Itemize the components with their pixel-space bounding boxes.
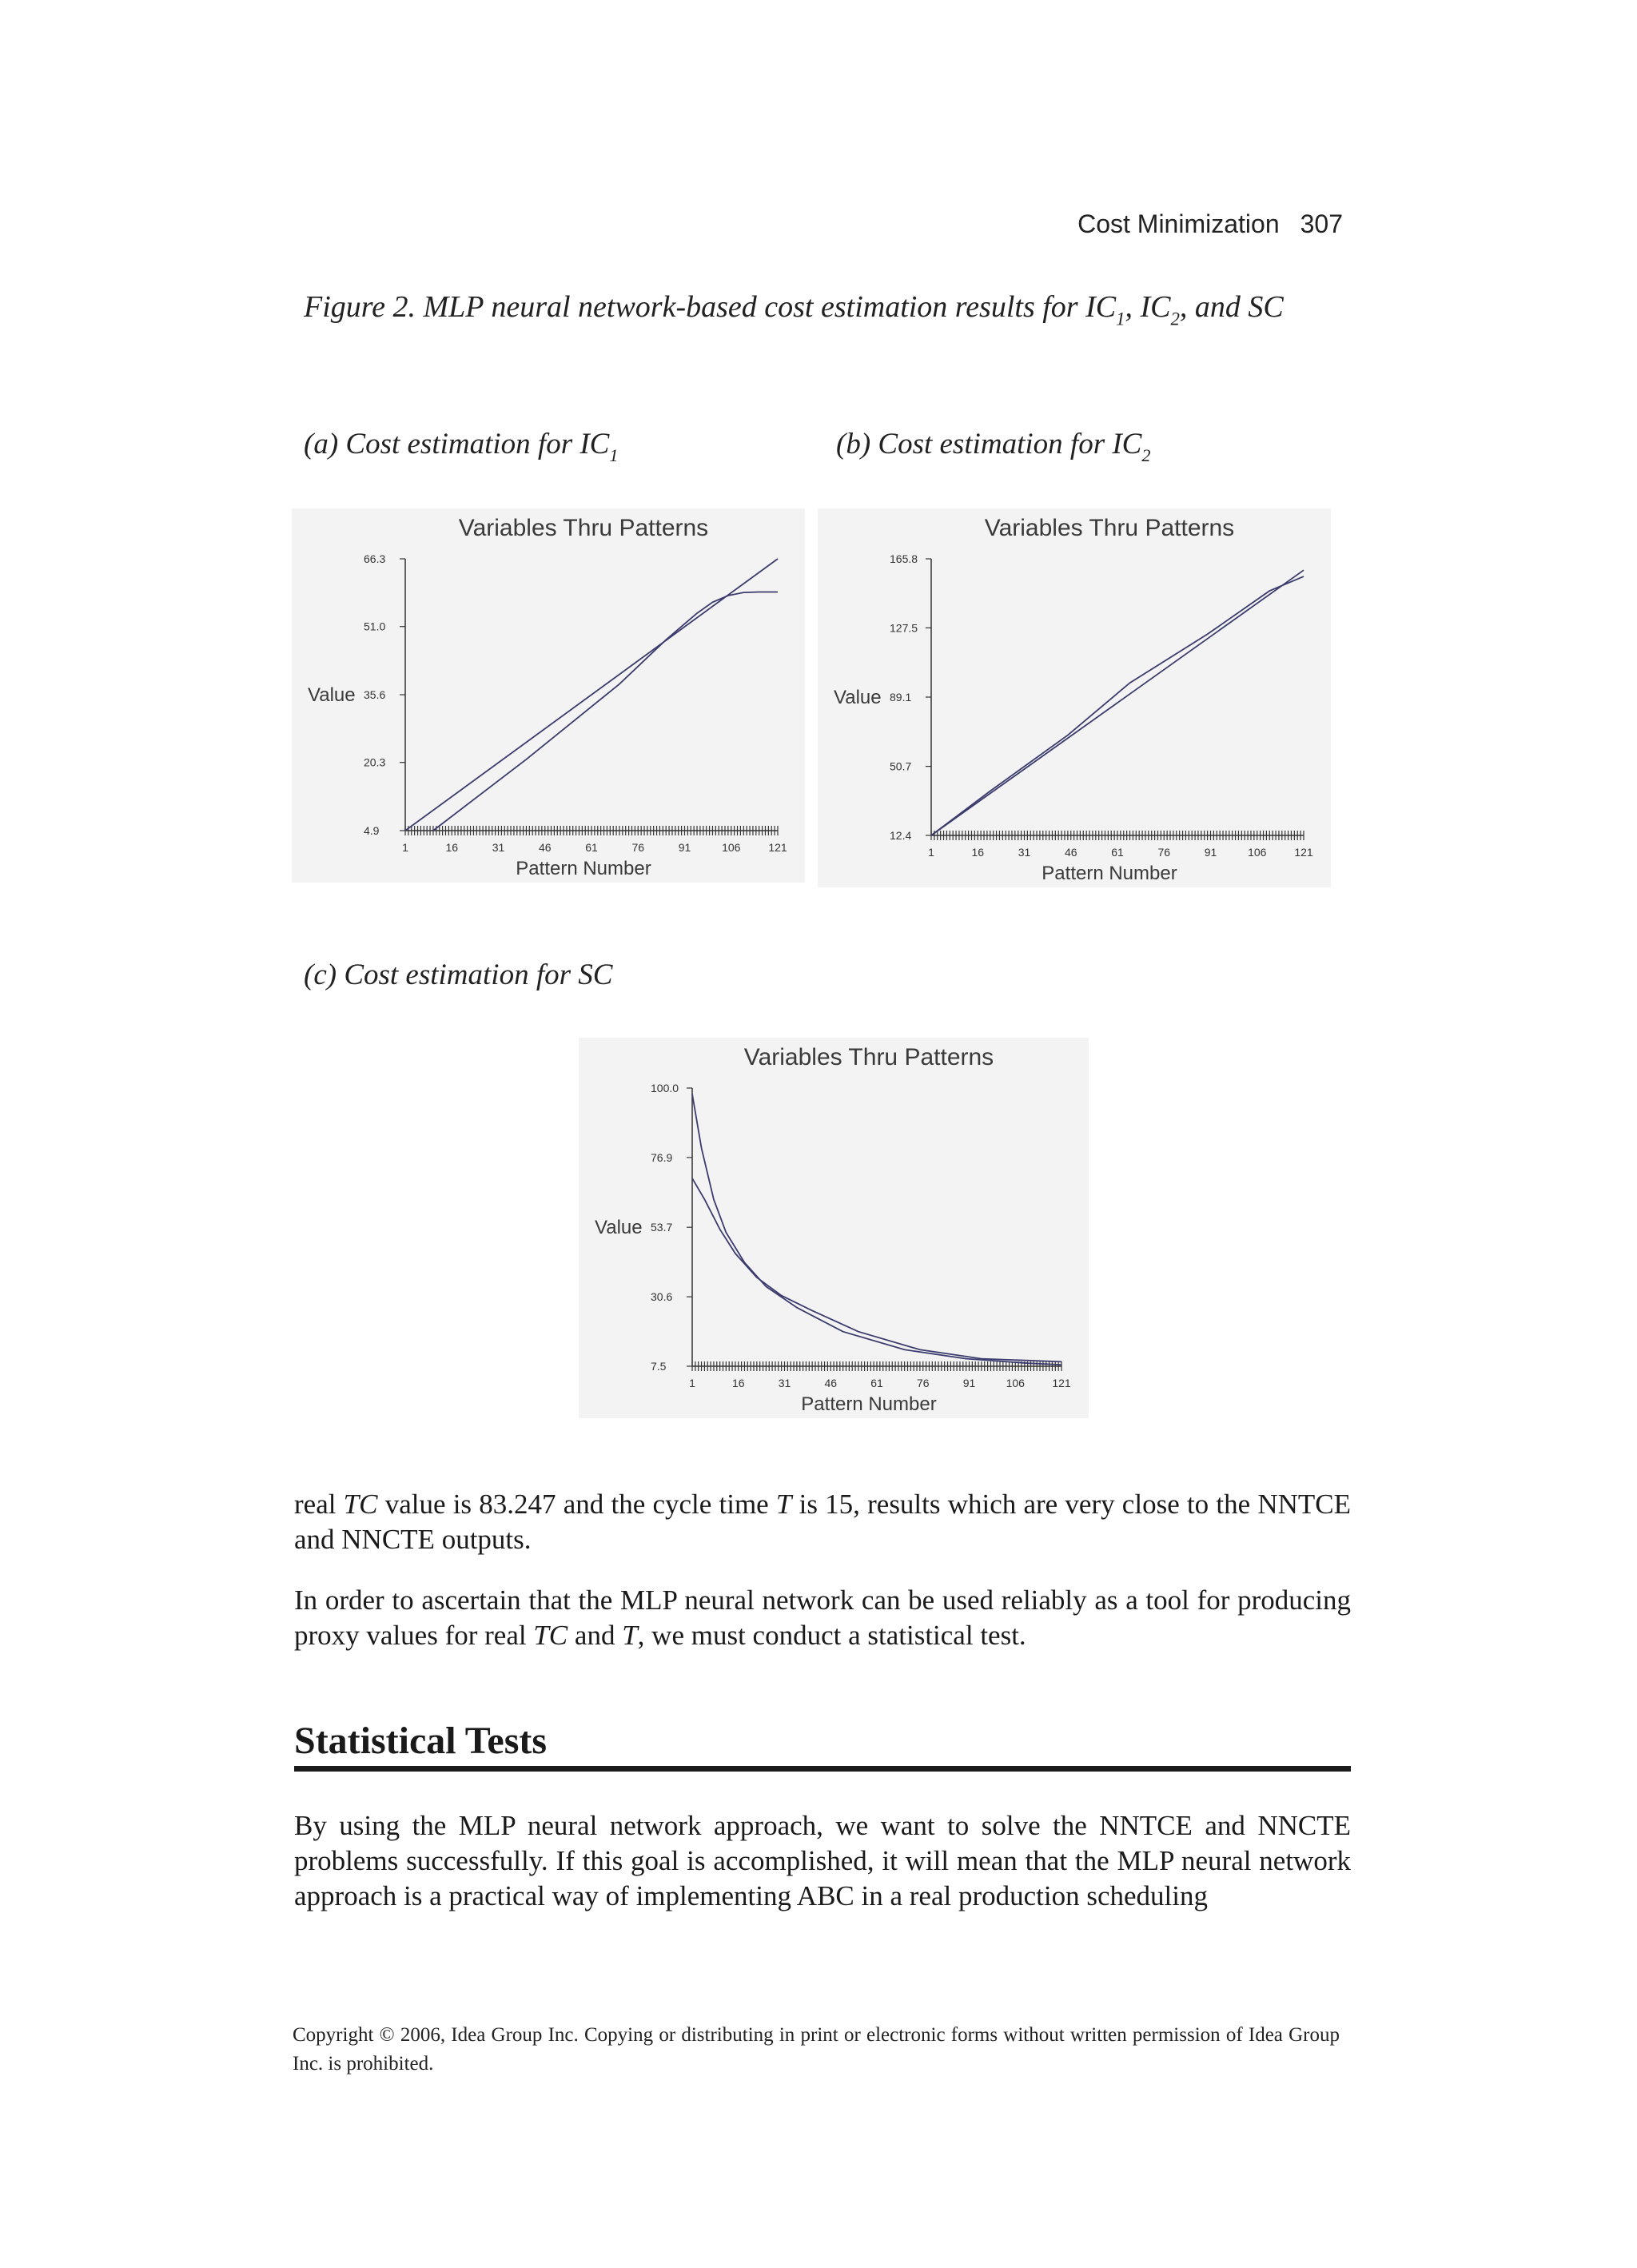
x-tick-label: 1 <box>928 846 934 859</box>
x-tick-label: 31 <box>1018 846 1031 859</box>
x-tick-label: 46 <box>1064 846 1077 859</box>
series-line-estimate <box>931 576 1304 835</box>
x-tick-label: 61 <box>1111 846 1124 859</box>
y-tick-label: 165.8 <box>890 552 918 565</box>
x-tick-label: 76 <box>916 1377 930 1389</box>
x-tick-label: 16 <box>445 841 459 854</box>
x-tick-label: 121 <box>1294 846 1313 859</box>
y-tick-label: 100.0 <box>651 1082 679 1094</box>
x-tick-label: 31 <box>778 1377 791 1389</box>
y-axis-title: Value <box>308 684 356 706</box>
series-line-target <box>692 1094 1061 1365</box>
x-tick-label: 61 <box>870 1377 883 1389</box>
x-tick-label: 91 <box>962 1377 976 1389</box>
y-axis-title: Value <box>834 687 882 708</box>
subcaption-a: (a) Cost estimation for $IC_1$ <box>304 428 619 465</box>
x-tick-label: 16 <box>971 846 985 859</box>
chart-title: Variables Thru Patterns <box>458 515 709 541</box>
chart-panel-b <box>818 508 1331 887</box>
figure-caption: Figure 2. MLP neural network-based cost estimation results for $IC_1$, $IC_2$, and SC <box>304 290 1284 329</box>
x-tick-label: 16 <box>731 1377 745 1389</box>
paragraph-2: In order to ascertain that the MLP neural network can be used reliably as a tool for producing proxy values for real TC and T, we must conduct a statistical test. <box>294 1584 1351 1651</box>
x-tick-label: 106 <box>722 841 741 854</box>
x-axis-title: Pattern Number <box>1042 863 1177 884</box>
x-tick-label: 1 <box>689 1377 695 1389</box>
running-title: Cost Minimization <box>1077 209 1280 238</box>
paragraph-1: real TC value is 83.247 and the cycle time T is 15, results which are very close to the NNTCE and NNCTE outputs. <box>294 1489 1352 1555</box>
y-tick-label: 20.3 <box>364 755 386 769</box>
x-axis-title: Pattern Number <box>801 1393 937 1415</box>
chart-panel-c <box>579 1038 1089 1418</box>
x-tick-label: 121 <box>1052 1377 1071 1389</box>
y-tick-label: 12.4 <box>890 829 912 842</box>
chart-title: Variables Thru Patterns <box>984 515 1235 541</box>
x-tick-label: 1 <box>402 841 408 854</box>
x-tick-label: 61 <box>585 841 598 854</box>
y-tick-label: 89.1 <box>890 691 912 704</box>
y-tick-label: 66.3 <box>364 552 386 565</box>
x-tick-label: 31 <box>492 841 505 854</box>
y-tick-label: 50.7 <box>890 759 912 773</box>
subcaption-c: (c) Cost estimation for SC <box>304 959 613 991</box>
chart-b <box>818 508 1331 887</box>
x-tick-label: 91 <box>678 841 691 854</box>
y-tick-label: 35.6 <box>364 688 386 701</box>
y-tick-label: 30.6 <box>651 1290 673 1304</box>
series-line-estimate <box>692 1178 1061 1362</box>
x-tick-label: 46 <box>538 841 552 854</box>
x-tick-label: 46 <box>824 1377 838 1389</box>
x-tick-label: 76 <box>1157 846 1171 859</box>
y-tick-label: 4.9 <box>364 824 380 837</box>
paragraph-3: By using the MLP neural network approach, we want to solve the NNTCE and NNCTE problems successfully. If this goal is accomplished, it will mean that the MLP neural network approach is a practical way of implementing ABC in a real production scheduling <box>294 1810 1351 1911</box>
x-tick-label: 106 <box>1248 846 1267 859</box>
y-tick-label: 53.7 <box>651 1221 673 1234</box>
chart-panel-a <box>292 508 805 883</box>
chart-title: Variables Thru Patterns <box>743 1044 994 1070</box>
y-axis-title: Value <box>595 1217 643 1238</box>
x-tick-label: 121 <box>768 841 787 854</box>
series-line-target <box>405 559 778 831</box>
copyright-notice: Copyright © 2006, Idea Group Inc. Copying or distributing in print or electronic forms without written permission of Idea Group Inc. is prohibited. <box>293 2024 1340 2075</box>
series-line-target <box>931 570 1304 835</box>
page-number: 307 <box>1300 209 1343 238</box>
chart-c <box>579 1038 1089 1418</box>
subcaption-b: (b) Cost estimation for $IC_2$ <box>836 428 1151 465</box>
y-tick-label: 7.5 <box>651 1360 667 1373</box>
chart-a <box>292 508 805 883</box>
series-line-estimate <box>433 592 778 831</box>
y-tick-label: 76.9 <box>651 1150 673 1164</box>
section-heading: Statistical Tests <box>294 1719 1351 1772</box>
y-tick-label: 127.5 <box>890 621 918 635</box>
x-tick-label: 76 <box>631 841 645 854</box>
x-axis-title: Pattern Number <box>516 858 651 879</box>
running-head <box>879 209 1343 239</box>
x-tick-label: 106 <box>1006 1377 1025 1389</box>
y-tick-label: 51.0 <box>364 620 386 633</box>
x-tick-label: 91 <box>1204 846 1217 859</box>
